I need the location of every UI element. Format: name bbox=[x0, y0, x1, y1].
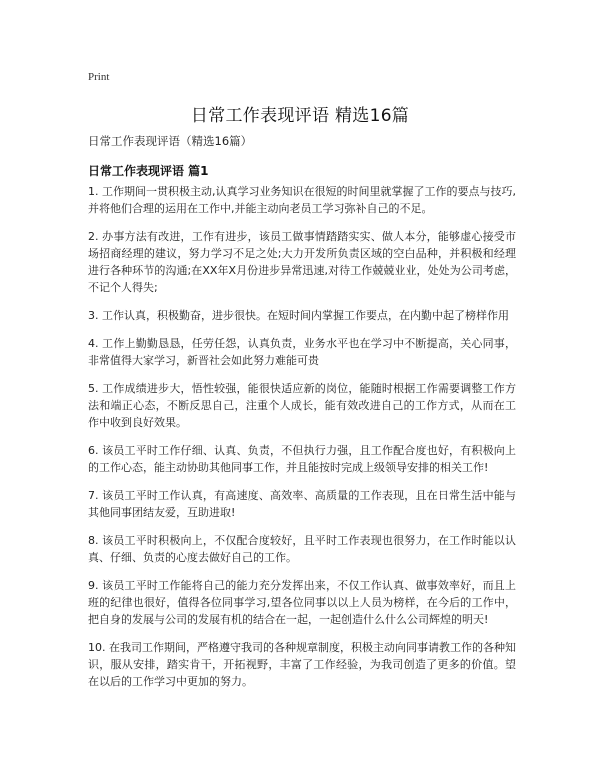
paragraph-3: 3. 工作认真，积极勤奋，进步很快。在短时间内掌握工作要点，在内勤中起了榜样作用 bbox=[88, 309, 509, 322]
paragraph-1: 1. 工作期间一贯积极主动,认真学习业务知识在很短的时间里就掌握了工作的要点与技巧,并将他们合理的运用在工作中,并能主动向老员工学习弥补自己的不足。 bbox=[88, 185, 516, 215]
paragraph-9: 9. 该员工平时工作能将自己的能力充分发挥出来，不仅工作认真、做事效率好，而且上班的纪律也很好，值得各位同事学习,望各位同事以以上人员为榜样，在今后的工作中，把自身的发展与公司的发展有机的结合在一起，一起创造什么什么公司辉煌的明天! bbox=[88, 579, 516, 626]
paragraph-4: 4. 工作上勤勤恳恳，任劳任怨，认真负责，业务水平也在学习中不断提高，关心同事，非常值得大家学习，新晋社会如此努力难能可贵 bbox=[88, 337, 516, 367]
paragraph-10: 10. 在我司工作期间，严格遵守我司的各种规章制度，积极主动向同事请教工作的各种知识，服从安排，踏实肯干，开拓视野，丰富了工作经验，为我司创造了更多的价值。望在以后的工作学习中更加的努力。 bbox=[88, 641, 516, 688]
paragraph-8: 8. 该员工平时积极向上，不仅配合度较好，且平时工作表现也很努力，在工作时能以认真、仔细、负责的心度去做好自己的工作。 bbox=[88, 534, 516, 564]
paragraph-2: 2. 办事方法有改进，工作有进步，该员工做事情踏踏实实、做人本分，能够虚心接受市场招商经理的建议，努力学习不足之处;大力开发所负责区域的空白品种，并积极和经理进行各种环节的沟通;在XX年X月份进步异常迅速,对待工作兢兢业业，处处为公司考虑，不记个人得失; bbox=[88, 230, 516, 294]
section-heading: 日常工作表现评语 篇1 bbox=[88, 164, 209, 178]
paragraph-5: 5. 工作成绩进步大，悟性较强，能很快适应新的岗位，能随时根据工作需要调整工作方法和端正心态，不断反思自己，注重个人成长，能有效改进自己的工作方式，从而在工作中收到良好效果。 bbox=[88, 382, 516, 429]
paragraph-6: 6. 该员工平时工作仔细、认真、负责，不但执行力强，且工作配合度也好，有积极向上的工作心态，能主动协助其他同事工作，并且能按时完成上级领导安排的相关工作! bbox=[88, 444, 516, 474]
paragraph-7: 7. 该员工平时工作认真，有高速度、高效率、高质量的工作表现，且在日常生活中能与其他同事团结友爱，互助进取! bbox=[88, 489, 516, 519]
document-subtitle: 日常工作表现评语（精选16篇） bbox=[88, 134, 253, 148]
document-body bbox=[88, 183, 516, 701]
print-label: Print bbox=[88, 71, 110, 83]
page-title: 日常工作表现评语 精选16篇 bbox=[190, 106, 410, 126]
